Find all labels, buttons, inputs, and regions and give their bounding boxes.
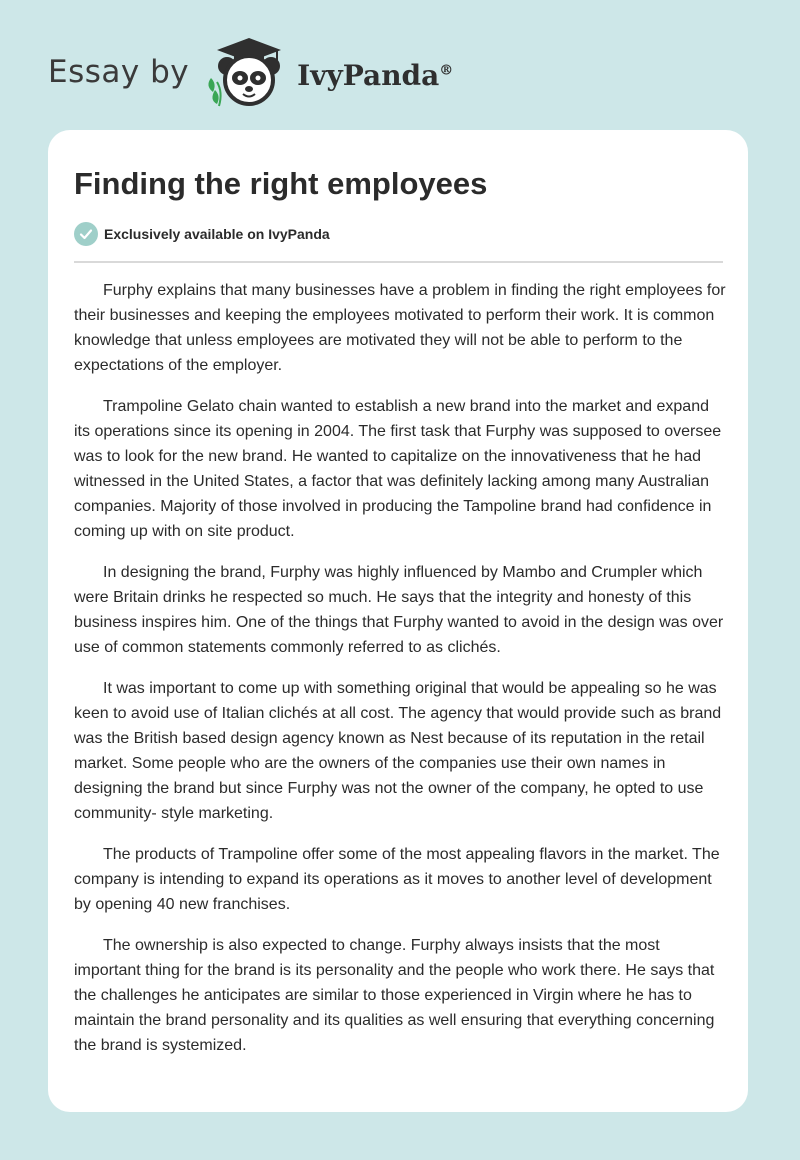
badge-label: Exclusively available on IvyPanda — [104, 226, 330, 242]
exclusive-badge — [74, 222, 330, 246]
paragraph: The ownership is also expected to change. Furphy always insists that the most important thing for the brand is its personality and the people who work there. He says that the challenges he anticipates are similar to those experienced in Virgin where he has to maintain the brand personality and its qualities as well ensuring that everything concerning the brand is systemized. — [74, 937, 715, 1054]
page-title: Finding the right employees — [74, 166, 488, 201]
paragraph: It was important to come up with something original that would be appealing so he was keen to avoid use of Italian clichés at all cost. The agency that would provide such as brand was the British based design agency known as Nest because of its reputation in the retail market. Some people who are the owners of the companies use their own names in designing the brand but since Furphy was not the owner of the company, he opted to use community- style marketing. — [74, 680, 722, 822]
essay-card — [48, 130, 748, 1112]
site-header — [48, 34, 488, 110]
brand-name[interactable] — [297, 59, 453, 92]
paragraph: The products of Trampoline offer some of the most appealing flavors in the market. The company is intending to expand its operations as it moves to another level of development by opening 40 new franchises. — [74, 846, 720, 913]
checkmark-icon — [79, 227, 93, 241]
check-circle-icon — [74, 222, 98, 246]
paragraph: Trampoline Gelato chain wanted to establish a new brand into the market and expand its operations since its opening in 2004. The first task that Furphy was supposed to oversee was to look for the new brand. He wanted to capitalize on the innovativeness that he had witnessed in the United States, a factor that was definitely lacking among many Australian companies. Majority of those involved in producing the Tampoline brand had confidence in coming up with on site product. — [74, 398, 722, 540]
paragraph: Furphy explains that many businesses have a problem in finding the right employees for their businesses and keeping the employees motivated to perform their work. It is common knowledge that unless employees are motivated they will not be able to perform to the expectations of the employer. — [74, 282, 726, 374]
title-divider — [74, 261, 723, 263]
essay-by-label: Essay by — [48, 54, 190, 90]
panda-logo-icon[interactable] — [203, 34, 295, 110]
paragraph: In designing the brand, Furphy was highly influenced by Mambo and Crumpler which were Britain drinks he respected so much. He says that the integrity and honesty of this business inspires him. One of the things that Furphy wanted to avoid in the design was over use of common statements commonly referred to as clichés. — [74, 564, 724, 656]
brand-name-text: IvyPanda — [297, 58, 440, 92]
registered-mark: ® — [439, 62, 454, 79]
essay-body — [74, 278, 726, 1074]
